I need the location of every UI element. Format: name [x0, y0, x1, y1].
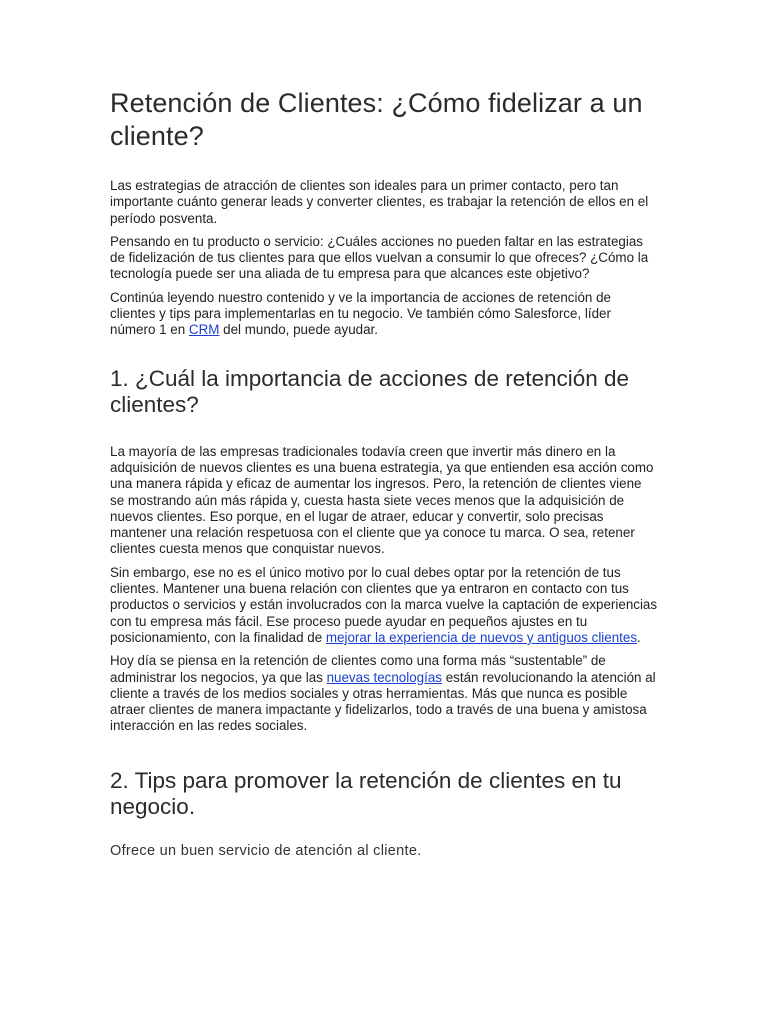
crm-link[interactable]: CRM: [188, 322, 220, 338]
section-1-paragraph-3: [110, 653, 658, 734]
section-1-paragraph-2: [110, 565, 658, 646]
intro-paragraph-3-text-before: Continúa leyendo nuestro contenido y ve la importancia de acciones de retención de clientes y tips para implementarlas en tu negocio. Ve también cómo Salesforce, líder número 1 en: [110, 289, 611, 338]
section-1-paragraph-2-text-after: .: [637, 629, 641, 645]
section-2-heading: 2. Tips para promover la retención de clientes en tu negocio.: [110, 767, 622, 819]
section-1-paragraph-3-text-before: Hoy día se piensa en la retención de clientes como una forma más “sustentable” de administrar los negocios, ya que las: [110, 653, 606, 685]
section-1-heading: 1. ¿Cuál la importancia de acciones de retención de clientes?: [110, 365, 630, 417]
intro-paragraph-1: Las estrategias de atracción de clientes son ideales para un primer contacto, pero tan importante cuánto generar leads y converter clientes, es trabajar la retención de ellos en el período posventa.: [110, 178, 649, 226]
intro-paragraph-3: [110, 290, 658, 339]
intro-paragraph-3-text-after: del mundo, puede ayudar.: [219, 322, 378, 338]
article-title: Retención de Clientes: ¿Cómo fidelizar a un cliente?: [110, 88, 643, 151]
tip-1: Ofrece un buen servicio de atención al cliente.: [110, 842, 422, 859]
intro-paragraph-2: Pensando en tu producto o servicio: ¿Cuáles acciones no pueden faltar en las estrategias de fidelización de tus clientes para que ellos vuelvan a consumir lo que ofreces? ¿Cómo la tecnología puede ser una aliada de tu empresa para que alcances este objetivo?: [110, 233, 649, 282]
section-1-paragraph-2-text-before: Sin embargo, ese no es el único motivo por lo cual debes optar por la retención de tus clientes. Mantener una buena relación con clientes que ya entraron en contacto con tus productos o servicios y están involucrados con la marca vuelve la captación de experiencias con tu empresa más fácil. Ese proceso puede ayudar en pequeños ajustes en tu posicionamiento, con la finalidad de: [110, 564, 658, 645]
section-1-paragraph-3-text-after: están revolucionando la atención al cliente a través de los medios sociales y otras herramientas. Más que nunca es posible atraer clientes de manera impactante y fidelizarlos, todo a través de una buena y amistosa interacción en las redes sociales.: [110, 669, 656, 734]
customer-experience-link[interactable]: mejorar la experiencia de nuevos y antiguos clientes: [325, 629, 638, 645]
new-technologies-link[interactable]: nuevas tecnologías: [326, 669, 442, 685]
section-1-paragraph-1: La mayoría de las empresas tradicionales todavía creen que invertir más dinero en la adquisición de nuevos clientes es una buena estrategia, ya que entienden esa acción como una manera rápida y eficaz de aumentar los ingresos. Pero, la retención de clientes viene se mostrando aún más rápida y, cuesta hasta siete veces menos que la adquisición de nuevos clientes. Eso porque, en el lugar de atraer, educar y convertir, solo precisas mantener una relación respetuosa con el cliente que ya conoce tu marca. O sea, retener clientes cuesta menos que conquistar nuevos.: [110, 443, 654, 557]
